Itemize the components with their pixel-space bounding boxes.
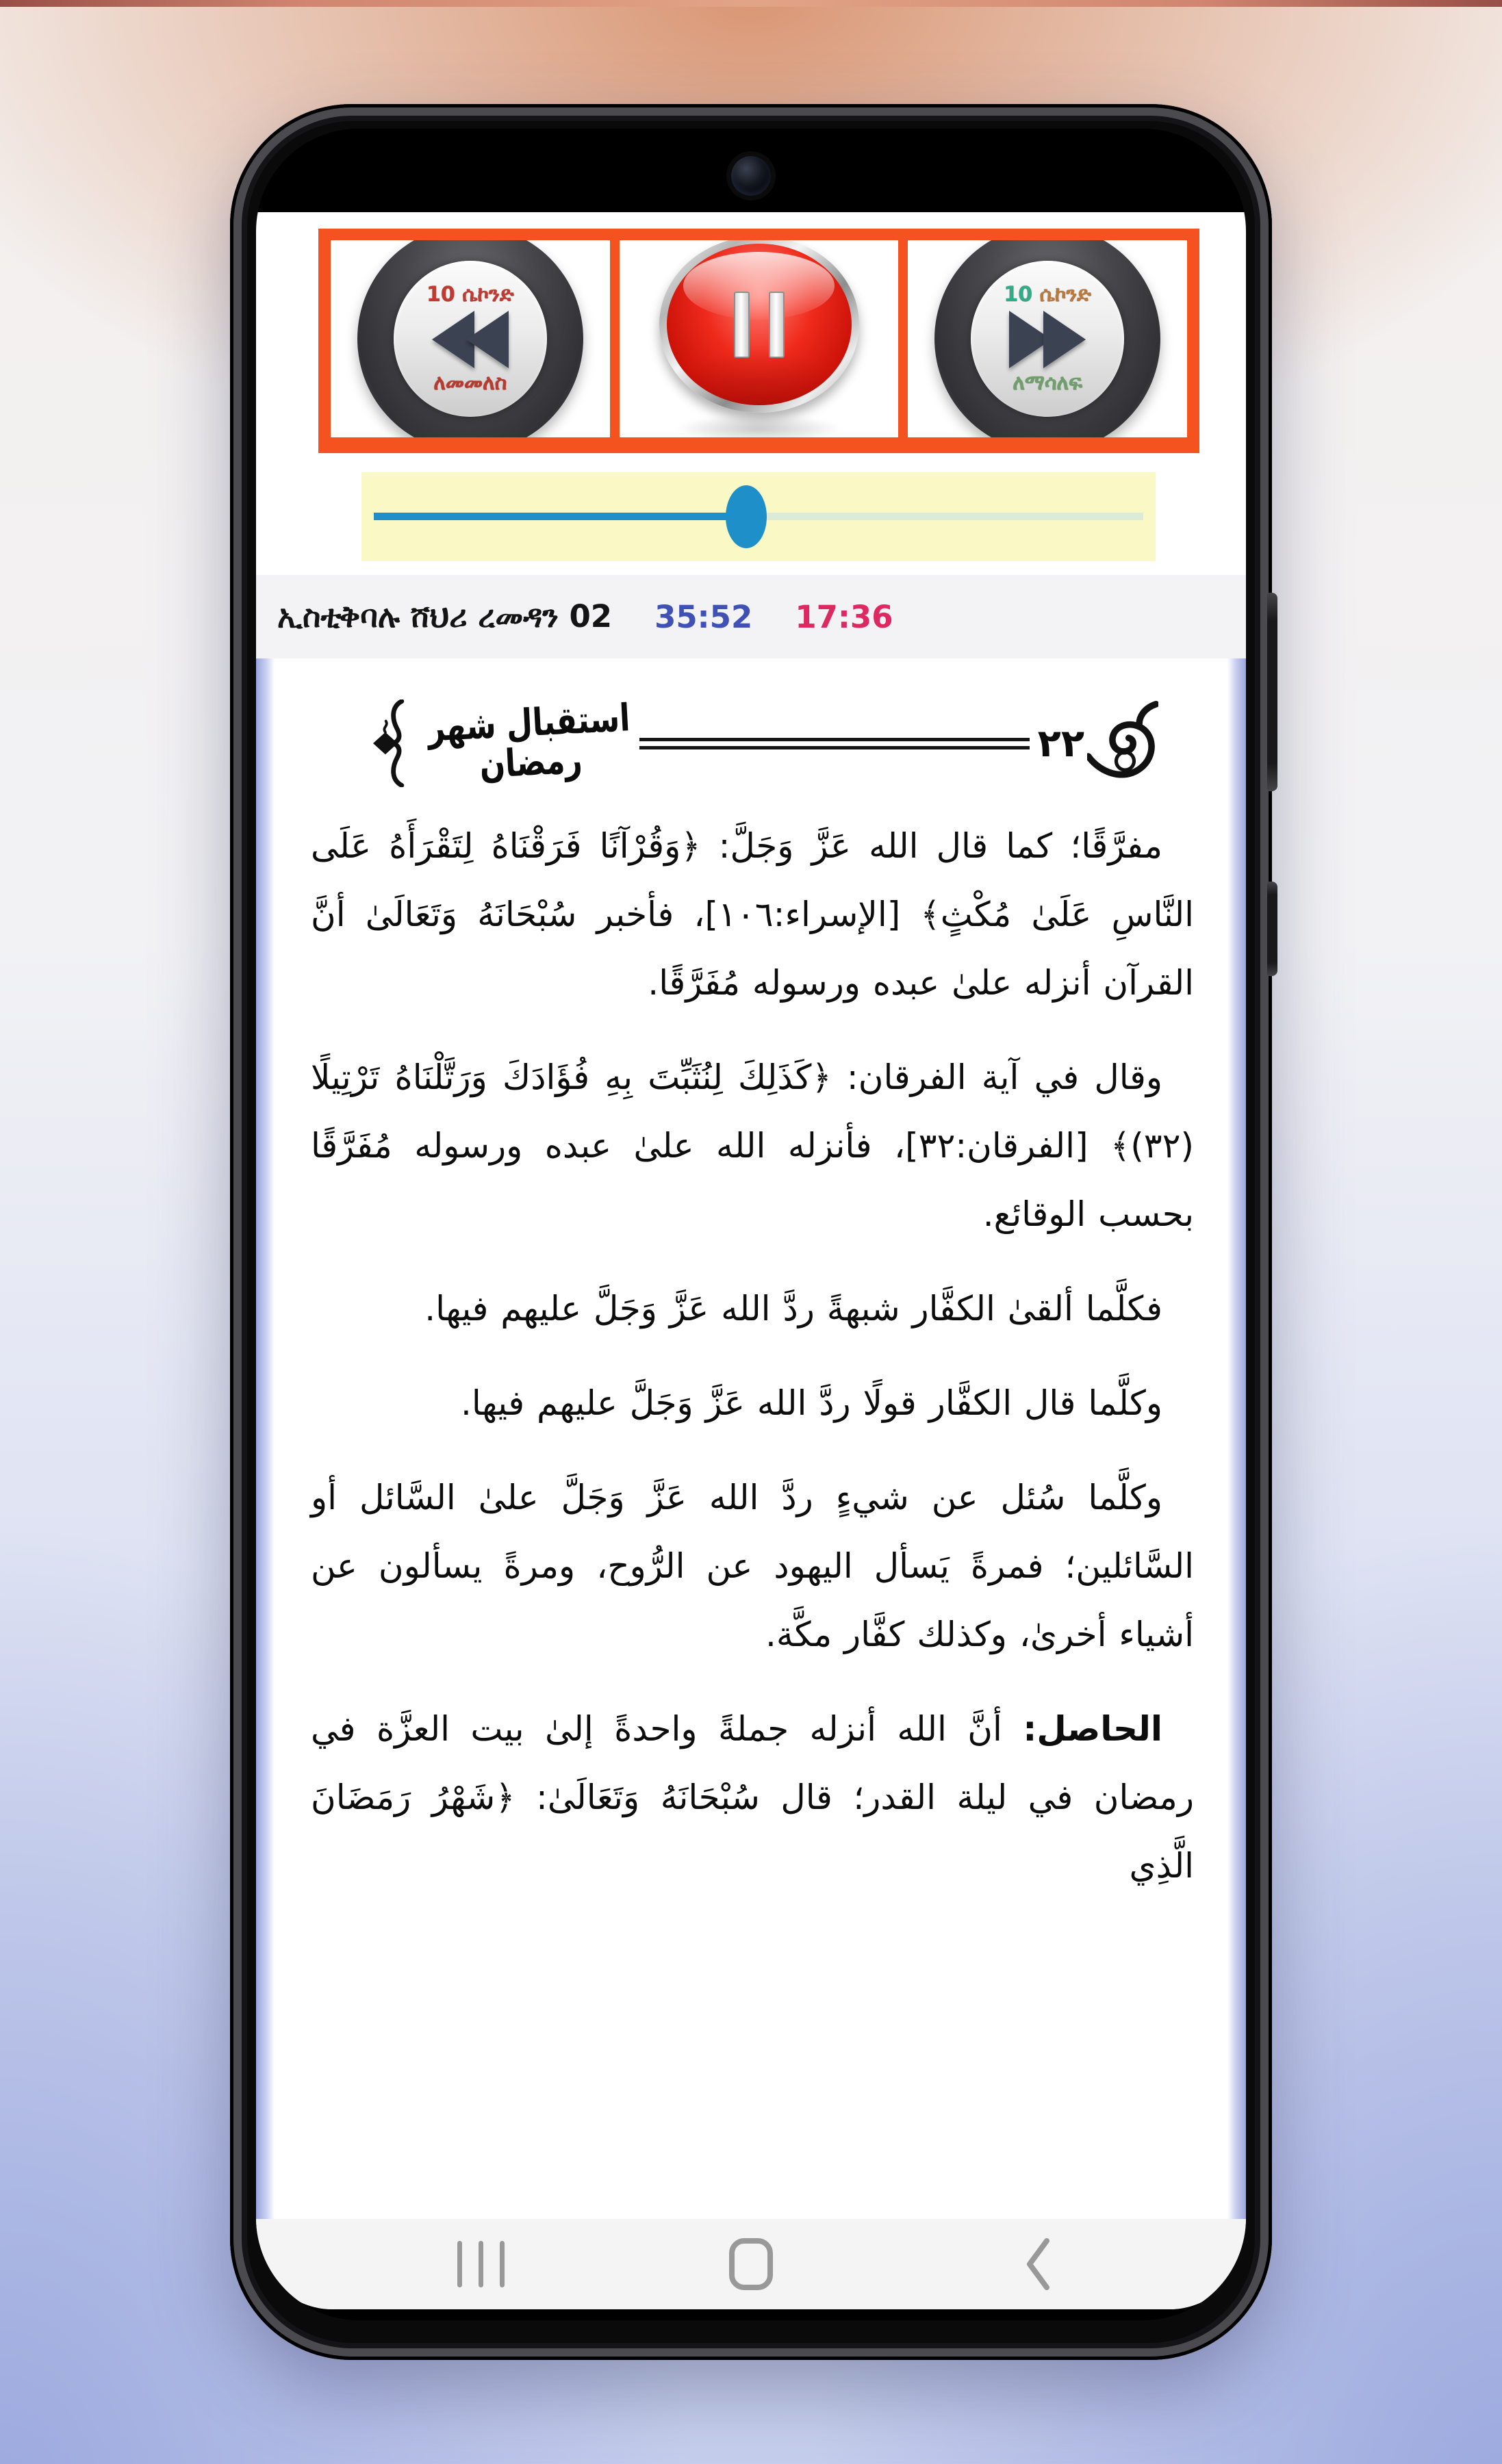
pause-button[interactable] (620, 240, 899, 437)
chapter-header-ornament (353, 698, 1158, 788)
arabic-text-block (256, 788, 1246, 1900)
paragraph: وقال في آية الفرقان: ﴿كَذَلِكَ لِنُثَبِّتَ بِهِ فُؤَادَكَ وَرَتَّلْنَاهُ تَرْتِيلًا (٣٢)﴾ [الفرقان:٣٢]، فأنزله الله علىٰ عبده ورسوله مُفَرَّقًا بحسب الوقائع. (311, 1057, 1194, 1234)
rewind-icon (432, 311, 509, 368)
page-left-edge (256, 658, 275, 2219)
page-number: ٢٢ (1037, 721, 1084, 766)
paragraph-conclusion: الحاصل: أنَّ الله أنزله جملةً واحدةً إلىٰ بيت العزَّة في رمضان في ليلة القدر؛ قال سُبْحَانَهُ وَتَعَالَىٰ: ﴿شَهْرُ رَمَضَانَ الَّذِي (311, 1709, 1194, 1886)
track-elapsed-time: 17:36 (795, 598, 893, 635)
tulip-bracket-icon (353, 700, 424, 787)
forward-bottom-label: ለማሳለፍ (1013, 371, 1082, 395)
paragraph: مفرَّقًا؛ كما قال الله عَزَّ وَجَلَّ: ﴿وَقُرْآنًا فَرَقْنَاهُ لِتَقْرَأَهُ عَلَى النَّاسِ عَلَىٰ مُكْثٍ﴾ [الإسراء:١٠٦]، فأخبر سُبْحَانَهُ وَتَعَالَىٰ أنَّ القرآن أنزله علىٰ عبده ورسوله مُفَرَّقًا. (311, 826, 1194, 1003)
rewind-top-label: 10 ሴኮንድ (427, 282, 514, 307)
power-button[interactable] (1267, 882, 1277, 976)
audio-player-controls (318, 229, 1199, 453)
track-total-time: 35:52 (654, 598, 753, 635)
seek-bar-container[interactable] (361, 472, 1156, 561)
rewind-10s-button[interactable] (331, 240, 610, 437)
seek-bar-track[interactable] (374, 513, 1143, 520)
seek-thumb[interactable] (726, 485, 767, 548)
paragraph: وكلَّما قال الكفَّار قولًا ردَّ الله عَزَّ وَجَلَّ عليهم فيها. (460, 1383, 1162, 1423)
seek-fill (374, 513, 746, 520)
front-camera (731, 156, 771, 196)
top-bezel (256, 129, 1246, 212)
app-display (256, 212, 1246, 2309)
paragraph: وكلَّما سُئل عن شيءٍ ردَّ الله عَزَّ وَجَلَّ علىٰ السَّائل أو السَّائلين؛ فمرةً يَسأل اليهود عن الرُّوح، ومرةً يسألون عن أشياء أخرىٰ، وكذلك كفَّار مكَّة. (311, 1478, 1194, 1654)
pause-button-chrome-ring (659, 240, 859, 413)
page-right-edge (1227, 658, 1246, 2219)
pause-icon (667, 244, 852, 405)
forward-top-label: 10 ሴኮንድ (1004, 282, 1091, 307)
phone-frame (230, 104, 1272, 2360)
ornament-double-line (639, 738, 1030, 749)
recents-icon[interactable] (457, 2241, 505, 2287)
forward-button-ring (934, 240, 1160, 437)
pause-button-reflection (673, 414, 845, 437)
forward-10s-button[interactable] (908, 240, 1187, 437)
back-icon[interactable] (1024, 2237, 1052, 2292)
phone-screen (256, 129, 1246, 2320)
swirl-ornament-icon (1087, 700, 1158, 787)
track-title: ኢስቲቅባሉ ሸህሪ ረመዳን 02 (277, 598, 613, 634)
fast-forward-icon (1009, 311, 1086, 368)
paragraph: فكلَّما ألقىٰ الكفَّار شبهةً ردَّ الله عَزَّ وَجَلَّ عليهم فيها. (424, 1289, 1162, 1329)
rewind-bottom-label: ለመመለስ (433, 371, 507, 395)
home-icon[interactable] (729, 2238, 773, 2290)
android-navbar (256, 2219, 1246, 2309)
track-info-row (256, 575, 1246, 658)
book-page[interactable] (256, 658, 1246, 2219)
volume-button[interactable] (1267, 593, 1277, 791)
rewind-button-ring (357, 240, 583, 437)
chapter-title-calligraphy: استقبال شهر رمضان (427, 696, 631, 787)
